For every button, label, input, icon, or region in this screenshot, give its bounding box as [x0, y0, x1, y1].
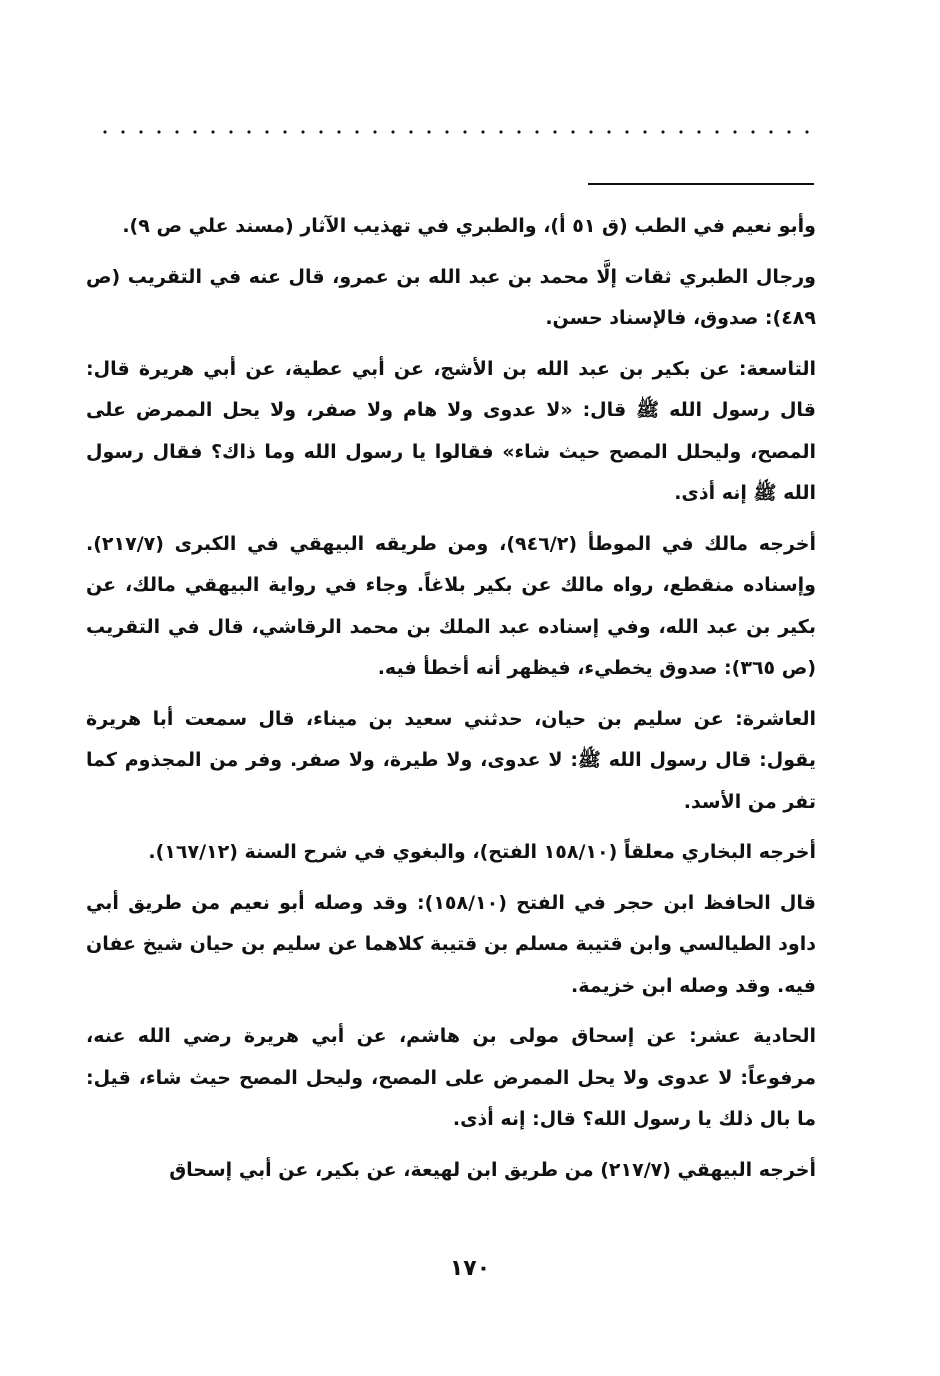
paragraph-6: [86, 832, 816, 874]
paragraph-body: قال الحافظ ابن حجر في الفتح (١٥٨/١٠): وقد وصله أبو نعيم من طريق أبي داود الطيالسي وابن قتيبة مسلم بن قتيبة كلاهما عن سليم بن حيان شيخ عفان فيه. وقد وصله ابن خزيمة.: [86, 891, 816, 997]
paragraph-2: [86, 257, 816, 340]
dotted-separator: [92, 128, 816, 136]
paragraph-lead: الحادية عشر:: [689, 1025, 816, 1047]
paragraph-3: [86, 349, 816, 515]
paragraph-9: [86, 1150, 816, 1192]
paragraph-body: عن إسحاق مولى بن هاشم، عن أبي هريرة رضي الله عنه، مرفوعاً: لا عدوى ولا يحل الممرض على المصح، وليحل المصح حيث شاء، قيل: ما بال ذلك يا رسول الله؟ قال: إنه أذى.: [86, 1025, 816, 1130]
paragraph-lead: التاسعة:: [738, 357, 816, 380]
page-number: ١٧٠: [449, 1256, 491, 1281]
paragraph-lead: العاشرة:: [735, 707, 816, 730]
paragraph-body: ورجال الطبري ثقات إلَّا محمد بن عبد الله بن عمرو، قال عنه في التقريب (ص ٤٨٩): صدوق، فالإسناد حسن.: [86, 265, 816, 329]
paragraph-body: أخرجه البخاري معلقاً (١٥٨/١٠ الفتح)، والبغوي في شرح السنة (١٦٧/١٢).: [148, 841, 816, 863]
paragraph-8: [86, 1016, 816, 1141]
paragraph-body: عن بكير بن عبد الله بن الأشج، عن أبي عطية، عن أبي هريرة قال: قال رسول الله ﷺ قال: «لا عدوى ولا هام ولا صفر، ولا يحل الممرض على المصح، وليحلل المصح حيث شاء» فقالوا يا رسول الله وما ذاك؟ فقال رسول الله ﷺ إنه أذى.: [86, 357, 816, 504]
paragraph-4: [86, 524, 816, 690]
paragraph-body: أخرجه مالك في الموطأ (٩٤٦/٢)، ومن طريقه البيهقي في الكبرى (٢١٧/٧). وإسناده منقطع، رواه مالك عن بكير بلاغاً. وجاء في رواية البيهقي مالك، عن بكير بن عبد الله، وفي إسناده عبد الملك بن محمد الرقاشي، قال في التقريب (ص ٣٦٥): صدوق يخطيء، فيظهر أنه أخطأ فيه.: [86, 532, 816, 679]
footnote-rule: [588, 183, 814, 185]
paragraph-body: وأبو نعيم في الطب (ق ٥١ أ)، والطبري في تهذيب الآثار (مسند علي ص ٩).: [122, 215, 816, 237]
paragraph-body: أخرجه البيهقي (٢١٧/٧) من طريق ابن لهيعة، عن بكير، عن أبي إسحاق: [169, 1158, 816, 1181]
paragraph-5: [86, 699, 816, 824]
paragraph-7: [86, 883, 816, 1008]
paragraph-body: عن سليم بن حيان، حدثني سعيد بن ميناء، قال سمعت أبا هريرة يقول: قال رسول الله ﷺ: لا عدوى، ولا طيرة، ولا صفر. وفر من المجذوم كما تفر من الأسد.: [86, 707, 816, 813]
footnote-text: [86, 206, 816, 1200]
paragraph-1: [86, 206, 816, 248]
